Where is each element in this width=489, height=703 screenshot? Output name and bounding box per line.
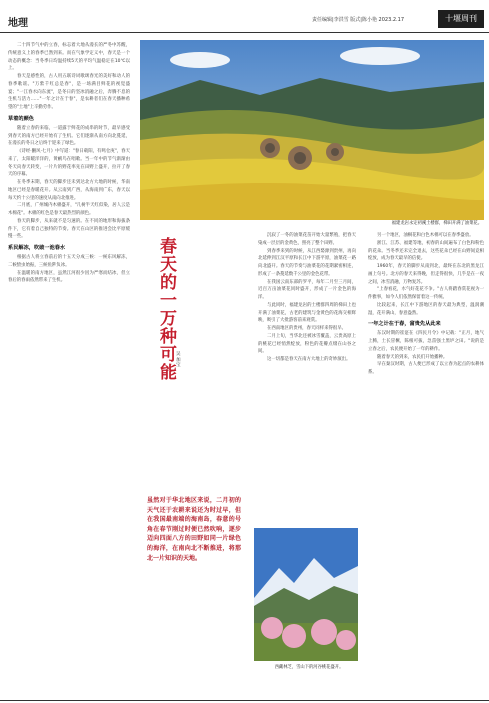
- subheading: 系民解冻，吹破一池春水: [8, 245, 66, 251]
- section-title: 地理: [8, 18, 28, 29]
- article-column-4: [368, 232, 484, 698]
- editor-credits: 责任编辑|李洪雪 版式|陈小艳 2023.2.17: [312, 17, 404, 23]
- paragraph: 与此同时，福建龙岩的土楼群四周的梯田上也开满了油菜花，古老的建筑与金黄色的花海交相辉映，吸引了大批游客前来观赏。: [258, 302, 356, 324]
- paragraph: 浙江、江苏、福建等地，初春的山间遍布了白色和粉色的花朵。当冬季还未完全退去，这些花朵已经在山野间竞相绽放，成为春天最早的信使。: [368, 240, 484, 262]
- hero-photo-terraces: [140, 40, 484, 220]
- article-column-1: [8, 42, 130, 698]
- paragraph: 二月底，广州城内木棉盛开，"几树半天红似染，居人云是木棉花"。木棉的红色是春天最热烈的颜色。: [8, 203, 130, 216]
- paragraph: 沉寂了一冬的油菜花苗开始大量繁殖，把春天染成一层层的金黄色，照亮了整个田野。: [258, 233, 356, 246]
- paragraph: 在冬季末期，春天的脚步还未到达北方大地的时候，华南地区已经是春暖花开。从云南到广西，从海南到广东，春天以每天约十公里的速度从南向北推进。: [8, 180, 130, 201]
- paragraph: 随着春天的到来，农民们开始播种。: [377, 354, 448, 360]
- newspaper-name-badge: 十堰周刊: [438, 10, 484, 28]
- pull-quote: 虽然对于华北地区来说，二月初的天气还于农耕来说还为时过早，但在我国最南端的海南岛，春意的号角在春节刚过时便已然吹响，逐步迈向四面八方的田野如同一片绿色的海洋，在南向北不断推进，将那北一片知识的天地。: [147, 497, 241, 562]
- hero-photo-caption: 福建龙岩永定初溪土楼群，梯田开满了油菜花。: [391, 221, 482, 226]
- paragraph: 二月上旬，当华北还被冰雪覆盖，云贵高原上的桃花已经悄然绽放，粉色的花瓣点缀在山谷之间。: [258, 333, 356, 355]
- paragraph: 比较起来，长江中下游地区的春天最为典型，温润潮湿，花开满山，春意盎然。: [368, 302, 484, 316]
- paragraph: 东汉时期的崔寔在《四民月令》中记载："正月，地气上腾，土长冒橛，陈根可拔，急菑强土黑垆之田。"说的是立春之后，农民便开始了一年的耕作。: [368, 331, 484, 352]
- paragraph: 在西南地区的贵州，春天同样来得很早。: [267, 326, 347, 331]
- paragraph: 另一个地区，油桐花和白色木棉可以在春季盛放。: [377, 233, 474, 238]
- photo-snow-mountain-peach-blossoms: [254, 528, 358, 661]
- paragraph: 《诗经·豳风·七月》中写道："春日载阳，有鸣仓庚"，春天来了，太阳暖洋洋的，黄鹂鸟在唱歌。当一年中的节气渐渐由冬天向春天转变，一片片的野花率先在田野上盛开，拉开了春天的序幕。: [8, 149, 130, 178]
- paragraph: 春天的脚步，从来就不是匀速的。在不同的地形和海拔条件下，它有着自己独特的节奏。春天在山区的推进会比平原缓慢一些。: [8, 218, 130, 240]
- paragraph: 在我国云南东部的罗平，每年二月至三月间，近百万亩油菜花同时盛开，形成了一片金色的海洋。: [258, 279, 356, 300]
- paragraph: 1960年，春天的脚步从南到北，最终在东北的黑龙江画上句号。北方的春天来得晚，但走得很快，几乎是在一夜之间，冰雪消融，万物复苏。: [368, 264, 484, 285]
- photo2-caption: 西藏林芝，雪山下的河谷桃花盛开。: [274, 665, 344, 670]
- article-column-3: [258, 232, 356, 522]
- paragraph: 到春季来到的时候，从江西婺源到贵州，再向北延伸到江汉平原和长江中下游平原，油菜花一路向北盛开。春天的节奏与油菜花的花期紧密相连，形成了一条蔓延数千公里的金色花带。: [258, 248, 356, 277]
- paragraph: 这一切都是春天在南方大地上的奇妙演出。: [267, 357, 351, 362]
- page-header: [0, 0, 489, 33]
- paragraph: 在温暖的南方地区，虽然江河很少因为严寒而结冰，但立春后的春雨依然带来了生机。: [8, 270, 130, 284]
- paragraph: "上春看花，水气好花花不争。"古人将踏春赏花视为一件雅事，如今人们依然保留着这一传统。: [368, 287, 484, 300]
- paragraph: 春天是感性的，古人用五联诗词歌颂春光的美好和动人的春季歌谣。"万紫千红总是春"，是一场满目鲜花的视觉盛宴；"一江春水向东流"，是冬日的坚冰消融之后，奔腾不息的生机与活力……"一年之计在于春"，是农耕者们在春天播种希望的"土地"上辛勤劳作。: [8, 74, 130, 110]
- footer-rule: [0, 700, 489, 701]
- paragraph: 二十四节气中的立春，标志着大地从漫长的严冬中苏醒，传统意义上的春季已然到来。而在气象学定义中，春天是一个动态的概念：当冬季日均温持续5天的平均气温稳定在10℃以上。: [8, 43, 130, 72]
- paragraph: 根据古人将立春前后的十五天分成三候：一候东风解冻，二候蛰虫始振，三候鱼陟负冰。: [8, 255, 130, 268]
- subheading: 一年之计在于春，富贵先从此来: [368, 321, 441, 328]
- paragraph: 早在秦汉时期，古人便已形成了以立春为起点的农耕体系。: [368, 362, 484, 375]
- subheading: 草着的颜色: [8, 115, 34, 122]
- paragraph: 随着立春的来临，一道露于鲜花的成串的时节，最早感受到春天的南方已经开始有了生机。它们逐渐从南方向北蔓延，在漫长的冬日之后终于迎来了绿色。: [8, 125, 130, 147]
- article-author: 吴加宝: [176, 352, 181, 368]
- article-title: 春天的一万种可能: [160, 237, 177, 383]
